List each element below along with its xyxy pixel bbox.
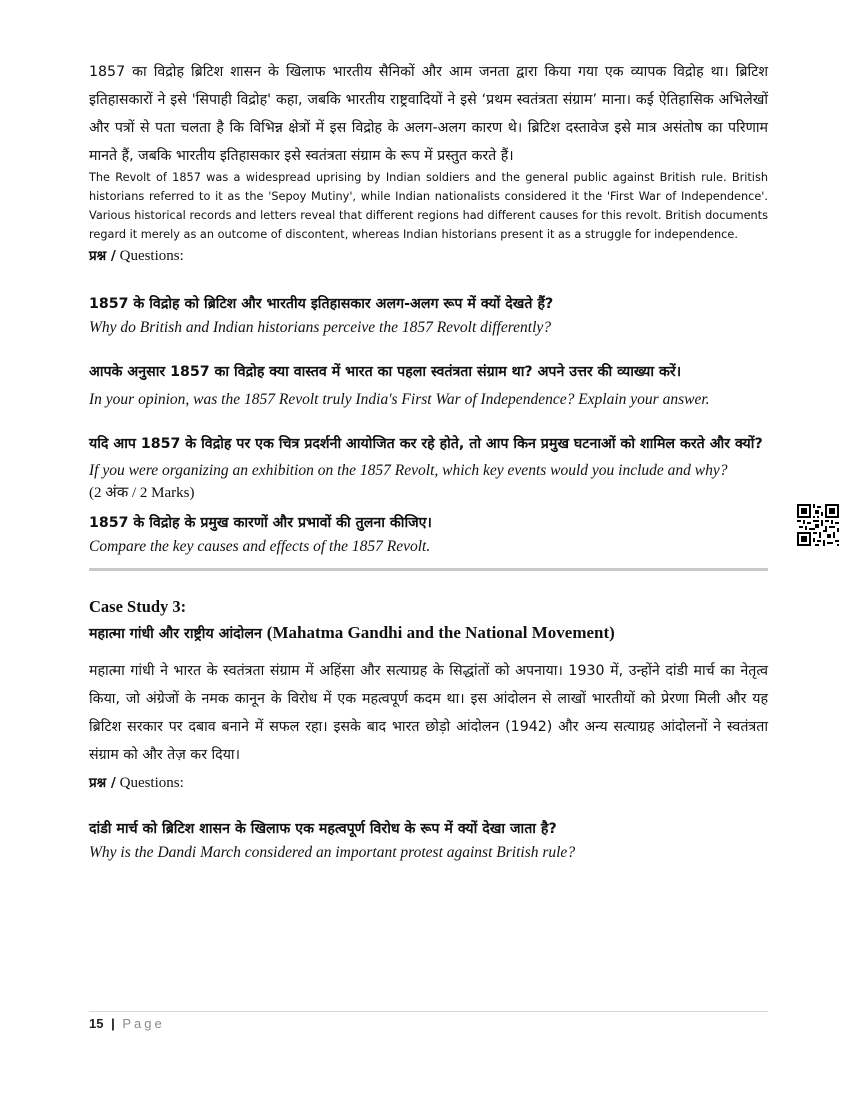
question-hindi: दांडी मार्च को ब्रिटिश शासन के खिलाफ एक महत्वपूर्ण विरोध के रूप में क्यों देखा जाता है? bbox=[89, 821, 557, 837]
question-item bbox=[89, 291, 768, 337]
question-english: Why do British and Indian historians perceive the 1857 Revolt differently? bbox=[89, 319, 552, 336]
revolt-hindi-paragraph: 1857 का विद्रोह ब्रिटिश शासन के खिलाफ भारतीय सैनिकों और आम जनता द्वारा किया गया एक व्यापक विद्रोह था। ब्रिटिश इतिहासकारों ने इसे 'सिपाही विद्रोह' कहा, जबकि भारतीय राष्ट्रवादियों ने इसे ‘प्रथम स्वतंत्रता संग्राम’ माना। कई ऐतिहासिक अभिलेखों और पत्रों से पता चलता है कि विभिन्न क्षेत्रों में इस विद्रोह के अलग-अलग कारण थे। ब्रिटिश दस्तावेज इसे मात्र असंतोष का परिणाम मानते हैं, जबकि भारतीय इतिहासकार इसे स्वतंत्रता संग्राम के रूप में प्रस्तुत करते हैं। bbox=[89, 64, 768, 164]
footer-divider bbox=[89, 1011, 768, 1012]
page-content bbox=[89, 58, 768, 862]
case-study-subtitle bbox=[89, 623, 768, 643]
question-hindi: आपके अनुसार 1857 का विद्रोह क्या वास्तव में भारत का पहला स्वतंत्रता संग्राम था? अपने उत्तर की व्याख्या करें। bbox=[89, 364, 682, 380]
question-english: In your opinion, was the 1857 Revolt truly India's First War of Independence? Explain your answer. bbox=[89, 391, 710, 408]
question-item bbox=[89, 359, 768, 409]
case-study-subtitle-hindi: महात्मा गांधी और राष्ट्रीय आंदोलन bbox=[89, 626, 262, 642]
question-item bbox=[89, 510, 768, 556]
gandhi-hindi-paragraph: महात्मा गांधी ने भारत के स्वतंत्रता संग्राम में अहिंसा और सत्याग्रह के सिद्धांतों को अपनाया। 1930 में, उन्होंने दांडी मार्च का नेतृत्व किया, जो अंग्रेजों के नमक कानून के विरोध में एक महत्वपूर्ण कदम था। इस आंदोलन से लाखों भारतीयों को प्रेरणा मिली और यह ब्रिटिश सरकार पर दबाव बनाने में सफल रहा। इसके बाद भारत छोड़ो आंदोलन (1942) और अन्य सत्याग्रह आंदोलनों ने स्वतंत्रता संग्राम को और तेज़ कर दिया। bbox=[89, 663, 768, 763]
case-study-subtitle-english: (Mahatma Gandhi and the National Movement) bbox=[266, 623, 615, 642]
question-item bbox=[89, 816, 768, 862]
questions-label-hindi: प्रश्न / bbox=[89, 775, 116, 791]
questions-label bbox=[89, 246, 768, 265]
questions-label-english: Questions: bbox=[119, 248, 184, 264]
question-english: If you were organizing an exhibition on the 1857 Revolt, which key events would you include and why? bbox=[89, 462, 728, 479]
page-number: 15 bbox=[89, 1016, 104, 1031]
question-hindi: 1857 के विद्रोह के प्रमुख कारणों और प्रभावों की तुलना कीजिए। bbox=[89, 515, 432, 531]
qr-code-icon bbox=[797, 504, 839, 546]
marks-label: (2 अंक / 2 Marks) bbox=[89, 485, 195, 501]
question-english: Why is the Dandi March considered an important protest against British rule? bbox=[89, 844, 576, 861]
case-study-title: Case Study 3: bbox=[89, 597, 187, 616]
page-label: Page bbox=[122, 1016, 165, 1031]
revolt-english-paragraph: The Revolt of 1857 was a widespread uprising by Indian soldiers and the general public against British rule. British historians referred to it as the 'Sepoy Mutiny', while Indian nationalists considered it the 'First War of Independence'. Various historical records and letters reveal that different regions had different causes for this revolt. British documents regard it merely as an outcome of discontent, whereas Indian historians present it as a struggle for independence. bbox=[89, 171, 768, 241]
questions-label bbox=[89, 773, 768, 792]
question-item bbox=[89, 431, 768, 480]
questions-label-hindi: प्रश्न / bbox=[89, 248, 116, 264]
question-hindi: यदि आप 1857 के विद्रोह पर एक चित्र प्रदर्शनी आयोजित कर रहे होते, तो आप किन प्रमुख घटनाओं को शामिल करते और क्यों? bbox=[89, 436, 763, 452]
footer-separator: | bbox=[111, 1016, 115, 1031]
questions-label-english: Questions: bbox=[119, 775, 184, 791]
question-english: Compare the key causes and effects of the 1857 Revolt. bbox=[89, 538, 431, 555]
page-footer bbox=[89, 1016, 165, 1031]
question-hindi: 1857 के विद्रोह को ब्रिटिश और भारतीय इतिहासकार अलग-अलग रूप में क्यों देखते हैं? bbox=[89, 296, 554, 312]
